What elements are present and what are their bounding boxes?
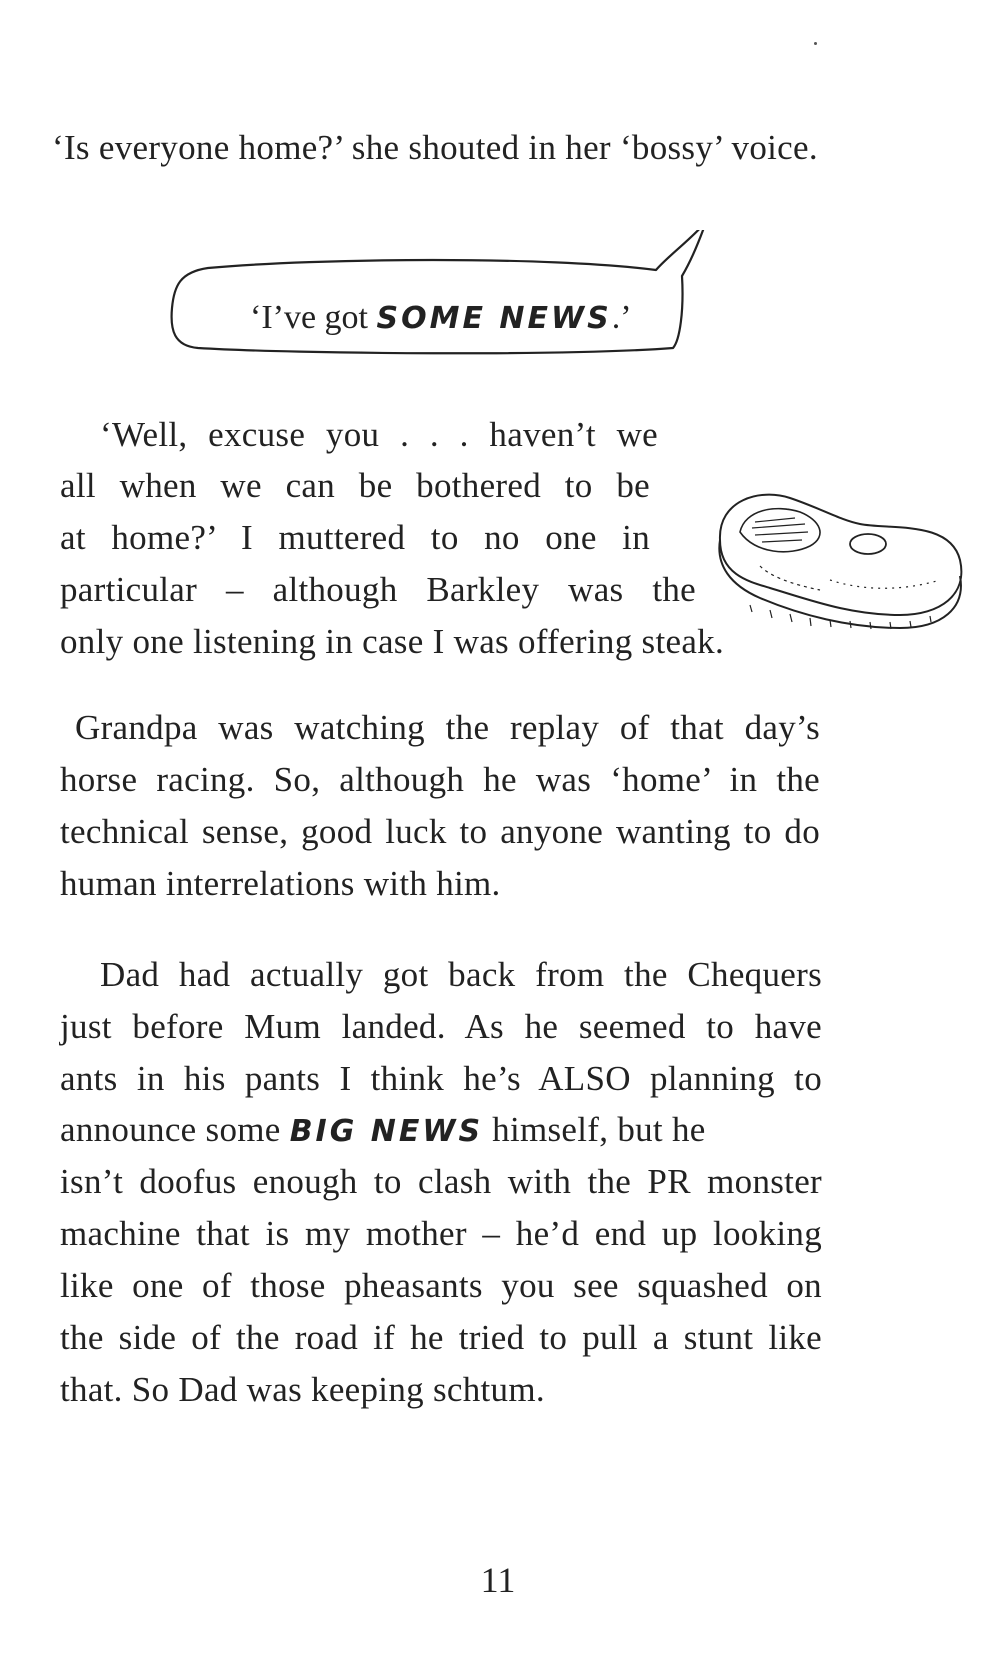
page-number: 11: [480, 1560, 516, 1600]
some-news-emphasis: SOME NEWS: [376, 301, 612, 336]
paragraph3-line4: [60, 1110, 822, 1152]
paragraph1-line1: ‘Well, excuse you . . . haven’t we: [100, 415, 658, 454]
line4-before: announce some: [60, 1110, 290, 1149]
paragraph3-line6: machine that is my mother – he’d end up looking: [60, 1214, 822, 1253]
speech-before: ‘I’ve got: [250, 299, 377, 336]
speech-bubble-text: [250, 298, 632, 339]
opening-line: ‘Is everyone home?’ she shouted in her ‘bossy’ voice.: [52, 128, 818, 167]
speech-after: .’: [611, 299, 632, 336]
speck-mark: [814, 42, 817, 45]
paragraph3-line9: that. So Dad was keeping schtum.: [60, 1370, 545, 1409]
paragraph2-line3: technical sense, good luck to anyone wanting to do: [60, 812, 820, 851]
steak-illustration: [710, 480, 970, 650]
paragraph1-line5: only one listening in case I was offering steak.: [60, 622, 725, 661]
paragraph3-line7: like one of those pheasants you see squashed on: [60, 1266, 822, 1305]
paragraph3-line8: the side of the road if he tried to pull a stunt like: [60, 1318, 822, 1357]
paragraph3-line3: ants in his pants I think he’s ALSO planning to: [60, 1059, 822, 1098]
speech-bubble: [168, 230, 738, 380]
paragraph2-line2: horse racing. So, although he was ‘home’ in the: [60, 760, 820, 799]
paragraph3-line5: isn’t doofus enough to clash with the PR monster: [60, 1162, 822, 1201]
line4-after: himself, but he: [483, 1110, 706, 1149]
paragraph1-line4: particular – although Barkley was the: [60, 570, 696, 609]
paragraph1-line2: all when we can be bothered to be: [60, 466, 650, 505]
big-news-emphasis: BIG NEWS: [289, 1114, 484, 1149]
paragraph2-line4: human interrelations with him.: [60, 864, 501, 903]
paragraph3-line1: Dad had actually got back from the Chequers: [100, 955, 822, 994]
steak-icon: [710, 480, 970, 650]
paragraph3-line2: just before Mum landed. As he seemed to have: [60, 1007, 822, 1046]
paragraph2-line1: Grandpa was watching the replay of that day’s: [75, 708, 820, 747]
paragraph1-line3: at home?’ I muttered to no one in: [60, 518, 650, 557]
